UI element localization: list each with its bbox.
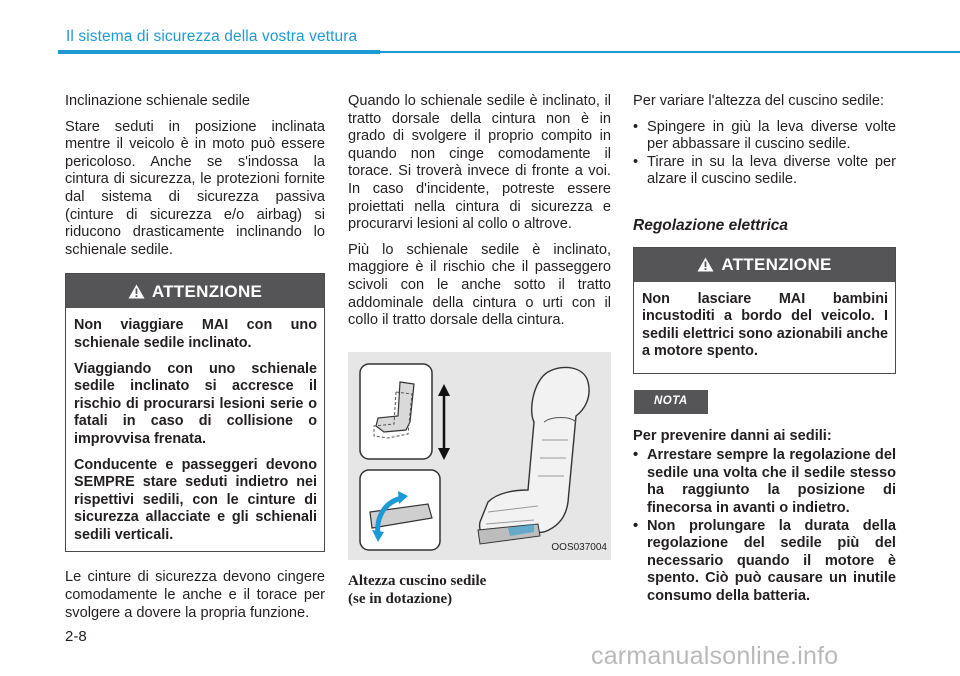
paragraph-belt-position: Quando lo schienale sedile è inclinato, il tratto dorsale della cintura non è in grado di svolgere il proprio compito in quando non cinge comodamente il torace. Si troverà invece di fronte a voi. In caso d'incidente, potreste essere proiettati nella cintura di sicurezza e procurarvi lesioni al collo o altrove.	[348, 93, 611, 233]
caption-line: (se in dotazione)	[348, 590, 453, 607]
subheading-electric: Regolazione elettrica	[633, 216, 789, 234]
warning-box-recline	[65, 273, 325, 552]
paragraph-belt-fit: Le cinture di sicurezza devono cingere comodamente le anche e il torace per svolgere a dovere la propria funzione.	[65, 569, 325, 621]
list-item: • Spingere in giù la leva diverse volte per abbassare il cuscino sedile.	[633, 119, 896, 154]
warning-header	[66, 274, 324, 308]
paragraph-height-intro: Per variare l'altezza del cuscino sedile:	[633, 93, 885, 109]
seat-illustration	[348, 352, 611, 560]
column-right	[633, 93, 896, 605]
nota-list	[633, 447, 896, 605]
paragraph-submarining: Più lo schienale sedile è inclinato, maggiore è il rischio che il passeggero scivoli con le anche sotto il tratto addominale della cintura o urti con il collo il tratto dorsale della cintura.	[348, 241, 611, 329]
list-item: • Non prolungare la durata della regolazione del sedile più del necessario quando il motore è spento. Ciò può causare un inutile consumo della batteria.	[633, 518, 896, 606]
warning-text: Conducente e passeggeri devono SEMPRE stare seduti indietro nei rispettivi sedili, con le cinture di sicurezza allacciate e gli schienali sedili verticali.	[74, 456, 317, 543]
column-left	[65, 93, 325, 630]
warning-text: Viaggiando con uno schienale sedile inclinato si accresce il rischio di procurarsi lesioni serie o fatali in caso di collisione o improvvisa frenata.	[74, 360, 317, 447]
list-item: • Tirare in su la leva diverse volte per alzare il cuscino sedile.	[633, 154, 896, 189]
seat-height-illustration	[348, 352, 611, 560]
paragraph-recline-danger: Stare seduti in posizione inclinata mentre il veicolo è in moto può essere pericoloso. Anche se s'indossa la cintura di sicurezza, le protezioni fornite dal sistema di sicurezza passiva (cinture di sicurezza e/o airbag) si riducono drasticamente inclinando lo schienale sedile.	[65, 118, 325, 258]
figure-caption	[348, 572, 611, 608]
caption-line: Altezza cuscino sedile	[348, 572, 487, 589]
warning-triangle-icon	[697, 257, 714, 272]
figure-code: OOS037004	[551, 542, 607, 554]
nota-badge: NOTA	[634, 390, 708, 414]
list-item: • Arrestare sempre la regolazione del sedile una volta che il sedile stesso ha raggiunto la posizione di finecorsa in avanti o indietro.	[633, 447, 896, 517]
warning-text: Non viaggiare MAI con uno schienale sedile inclinato.	[74, 317, 317, 351]
warning-title: ATTENZIONE	[721, 254, 832, 274]
header-rule-thin	[380, 51, 960, 53]
subheading-recline: Inclinazione schienale sedile	[65, 93, 250, 109]
warning-body	[66, 308, 324, 551]
warning-header	[634, 248, 895, 282]
section-title: Il sistema di sicurezza della vostra vettura	[66, 28, 358, 45]
warning-triangle-icon	[128, 284, 145, 299]
watermark: carmanualsonline.info	[591, 642, 839, 670]
warning-box-children	[633, 247, 896, 374]
nota-intro: Per prevenire danni ai sedili:	[633, 427, 832, 444]
page-number: 2-8	[65, 628, 87, 645]
warning-text: Non lasciare MAI bambini incustoditi a bordo del veicolo. I sedili elettrici sono azionabili anche a motore spento.	[642, 290, 888, 360]
warning-title: ATTENZIONE	[151, 281, 263, 301]
warning-body	[634, 282, 895, 373]
height-instructions-list	[633, 119, 896, 189]
column-middle	[348, 93, 611, 608]
header-rule-thick	[58, 50, 380, 54]
